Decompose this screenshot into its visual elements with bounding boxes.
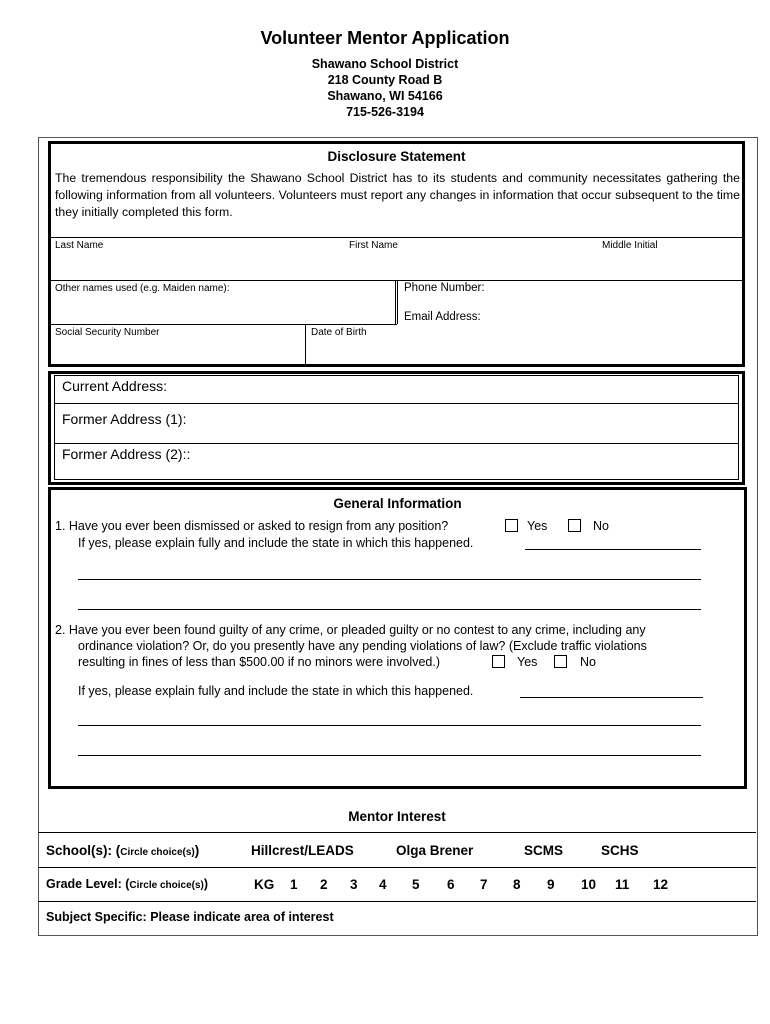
q1-no-label: No xyxy=(593,519,609,533)
current-address-label: Current Address: xyxy=(62,378,168,394)
disclosure-heading: Disclosure Statement xyxy=(327,149,466,164)
grade-5[interactable]: 5 xyxy=(412,877,420,892)
school-scms[interactable]: SCMS xyxy=(524,843,564,858)
grade-level-label: Grade Level: (Circle choice(s)) xyxy=(46,877,209,891)
email-address-label: Email Address: xyxy=(404,311,481,323)
subject-specific-field[interactable] xyxy=(375,908,745,928)
q2-answer-line[interactable] xyxy=(520,697,703,698)
grade-4[interactable]: 4 xyxy=(379,877,387,892)
former-address-1-label: Former Address (1): xyxy=(62,411,187,427)
former-address-2-label: Former Address (2):: xyxy=(62,446,191,462)
other-names-label: Other names used (e.g. Maiden name): xyxy=(55,283,230,294)
middle-initial-label: Middle Initial xyxy=(602,240,658,251)
question-2-line-2: ordinance violation? Or, do you presently have any pending violations of law? (Exclude traffic violations xyxy=(78,639,647,653)
grade-12[interactable]: 12 xyxy=(653,877,669,892)
phone-number-label: Phone Number: xyxy=(404,282,485,294)
grade-11[interactable]: 11 xyxy=(615,877,630,892)
dob-label: Date of Birth xyxy=(311,327,367,338)
org-street: 218 County Road B xyxy=(327,73,443,87)
school-olga-brener[interactable]: Olga Brener xyxy=(396,843,474,858)
q1-yes-checkbox[interactable] xyxy=(505,519,518,532)
subject-specific-label: Subject Specific: Please indicate area of interest xyxy=(46,910,334,924)
q1-answer-line[interactable] xyxy=(525,549,701,550)
middle-initial-field[interactable] xyxy=(602,252,737,278)
question-1-text: 1. Have you ever been dismissed or asked to resign from any position? xyxy=(55,519,449,533)
grade-kg[interactable]: KG xyxy=(254,877,275,892)
q2-yes-label: Yes xyxy=(517,655,538,669)
q2-answer-line-3[interactable] xyxy=(78,755,701,756)
former-address-1-field[interactable] xyxy=(200,410,730,432)
grade-8[interactable]: 8 xyxy=(513,877,521,892)
q1-no-checkbox[interactable] xyxy=(568,519,581,532)
grade-7[interactable]: 7 xyxy=(480,877,488,892)
first-name-label: First Name xyxy=(349,240,398,251)
mentor-interest-heading: Mentor Interest xyxy=(348,809,446,824)
general-info-heading: General Information xyxy=(333,496,462,511)
school-label: School(s): (Circle choice(s)) xyxy=(46,843,200,858)
school-hillcrest[interactable]: Hillcrest/LEADS xyxy=(251,843,354,858)
school-schs[interactable]: SCHS xyxy=(601,843,639,858)
disclosure-text: The tremendous responsibility the Shawano School District has to its students and community necessitates gathering the following information from all volunteers. Volunteers must report any changes in information that occur subsequent to the time they initially completed this form. xyxy=(55,171,740,219)
other-names-field[interactable] xyxy=(55,296,390,322)
q2-yes-checkbox[interactable] xyxy=(492,655,505,668)
dob-field[interactable] xyxy=(311,340,736,362)
org-phone: 715-526-3194 xyxy=(346,105,424,119)
current-address-field[interactable] xyxy=(180,378,730,400)
grade-2[interactable]: 2 xyxy=(320,877,328,892)
question-2-line-3: resulting in fines of less than $500.00 if no minors were involved.) xyxy=(78,655,440,669)
last-name-label: Last Name xyxy=(55,240,104,251)
org-city: Shawano, WI 54166 xyxy=(327,89,443,103)
last-name-field[interactable] xyxy=(55,252,335,278)
q2-answer-line-2[interactable] xyxy=(78,725,701,726)
question-2-line-1: 2. Have you ever been found guilty of any crime, or pleaded guilty or no contest to any crime, including any xyxy=(55,623,646,637)
grade-9[interactable]: 9 xyxy=(547,877,555,892)
former-address-2-field[interactable] xyxy=(205,446,730,468)
ssn-field[interactable] xyxy=(55,340,300,362)
first-name-field[interactable] xyxy=(349,252,589,278)
q2-no-checkbox[interactable] xyxy=(554,655,567,668)
q2-no-label: No xyxy=(580,655,596,669)
phone-number-field[interactable] xyxy=(495,282,735,298)
grade-6[interactable]: 6 xyxy=(447,877,455,892)
email-address-field[interactable] xyxy=(495,311,735,325)
grade-10[interactable]: 10 xyxy=(581,877,597,892)
question-1-explain: If yes, please explain fully and include the state in which this happened. xyxy=(78,536,474,550)
grade-3[interactable]: 3 xyxy=(350,877,358,892)
q1-answer-line-2[interactable] xyxy=(78,579,701,580)
q1-answer-line-3[interactable] xyxy=(78,609,701,610)
page-title: Volunteer Mentor Application xyxy=(260,28,510,48)
org-name: Shawano School District xyxy=(311,57,459,71)
question-2-explain: If yes, please explain fully and include the state in which this happened. xyxy=(78,684,474,698)
grade-1[interactable]: 1 xyxy=(290,877,298,892)
ssn-label: Social Security Number xyxy=(55,327,160,338)
q1-yes-label: Yes xyxy=(527,519,548,533)
